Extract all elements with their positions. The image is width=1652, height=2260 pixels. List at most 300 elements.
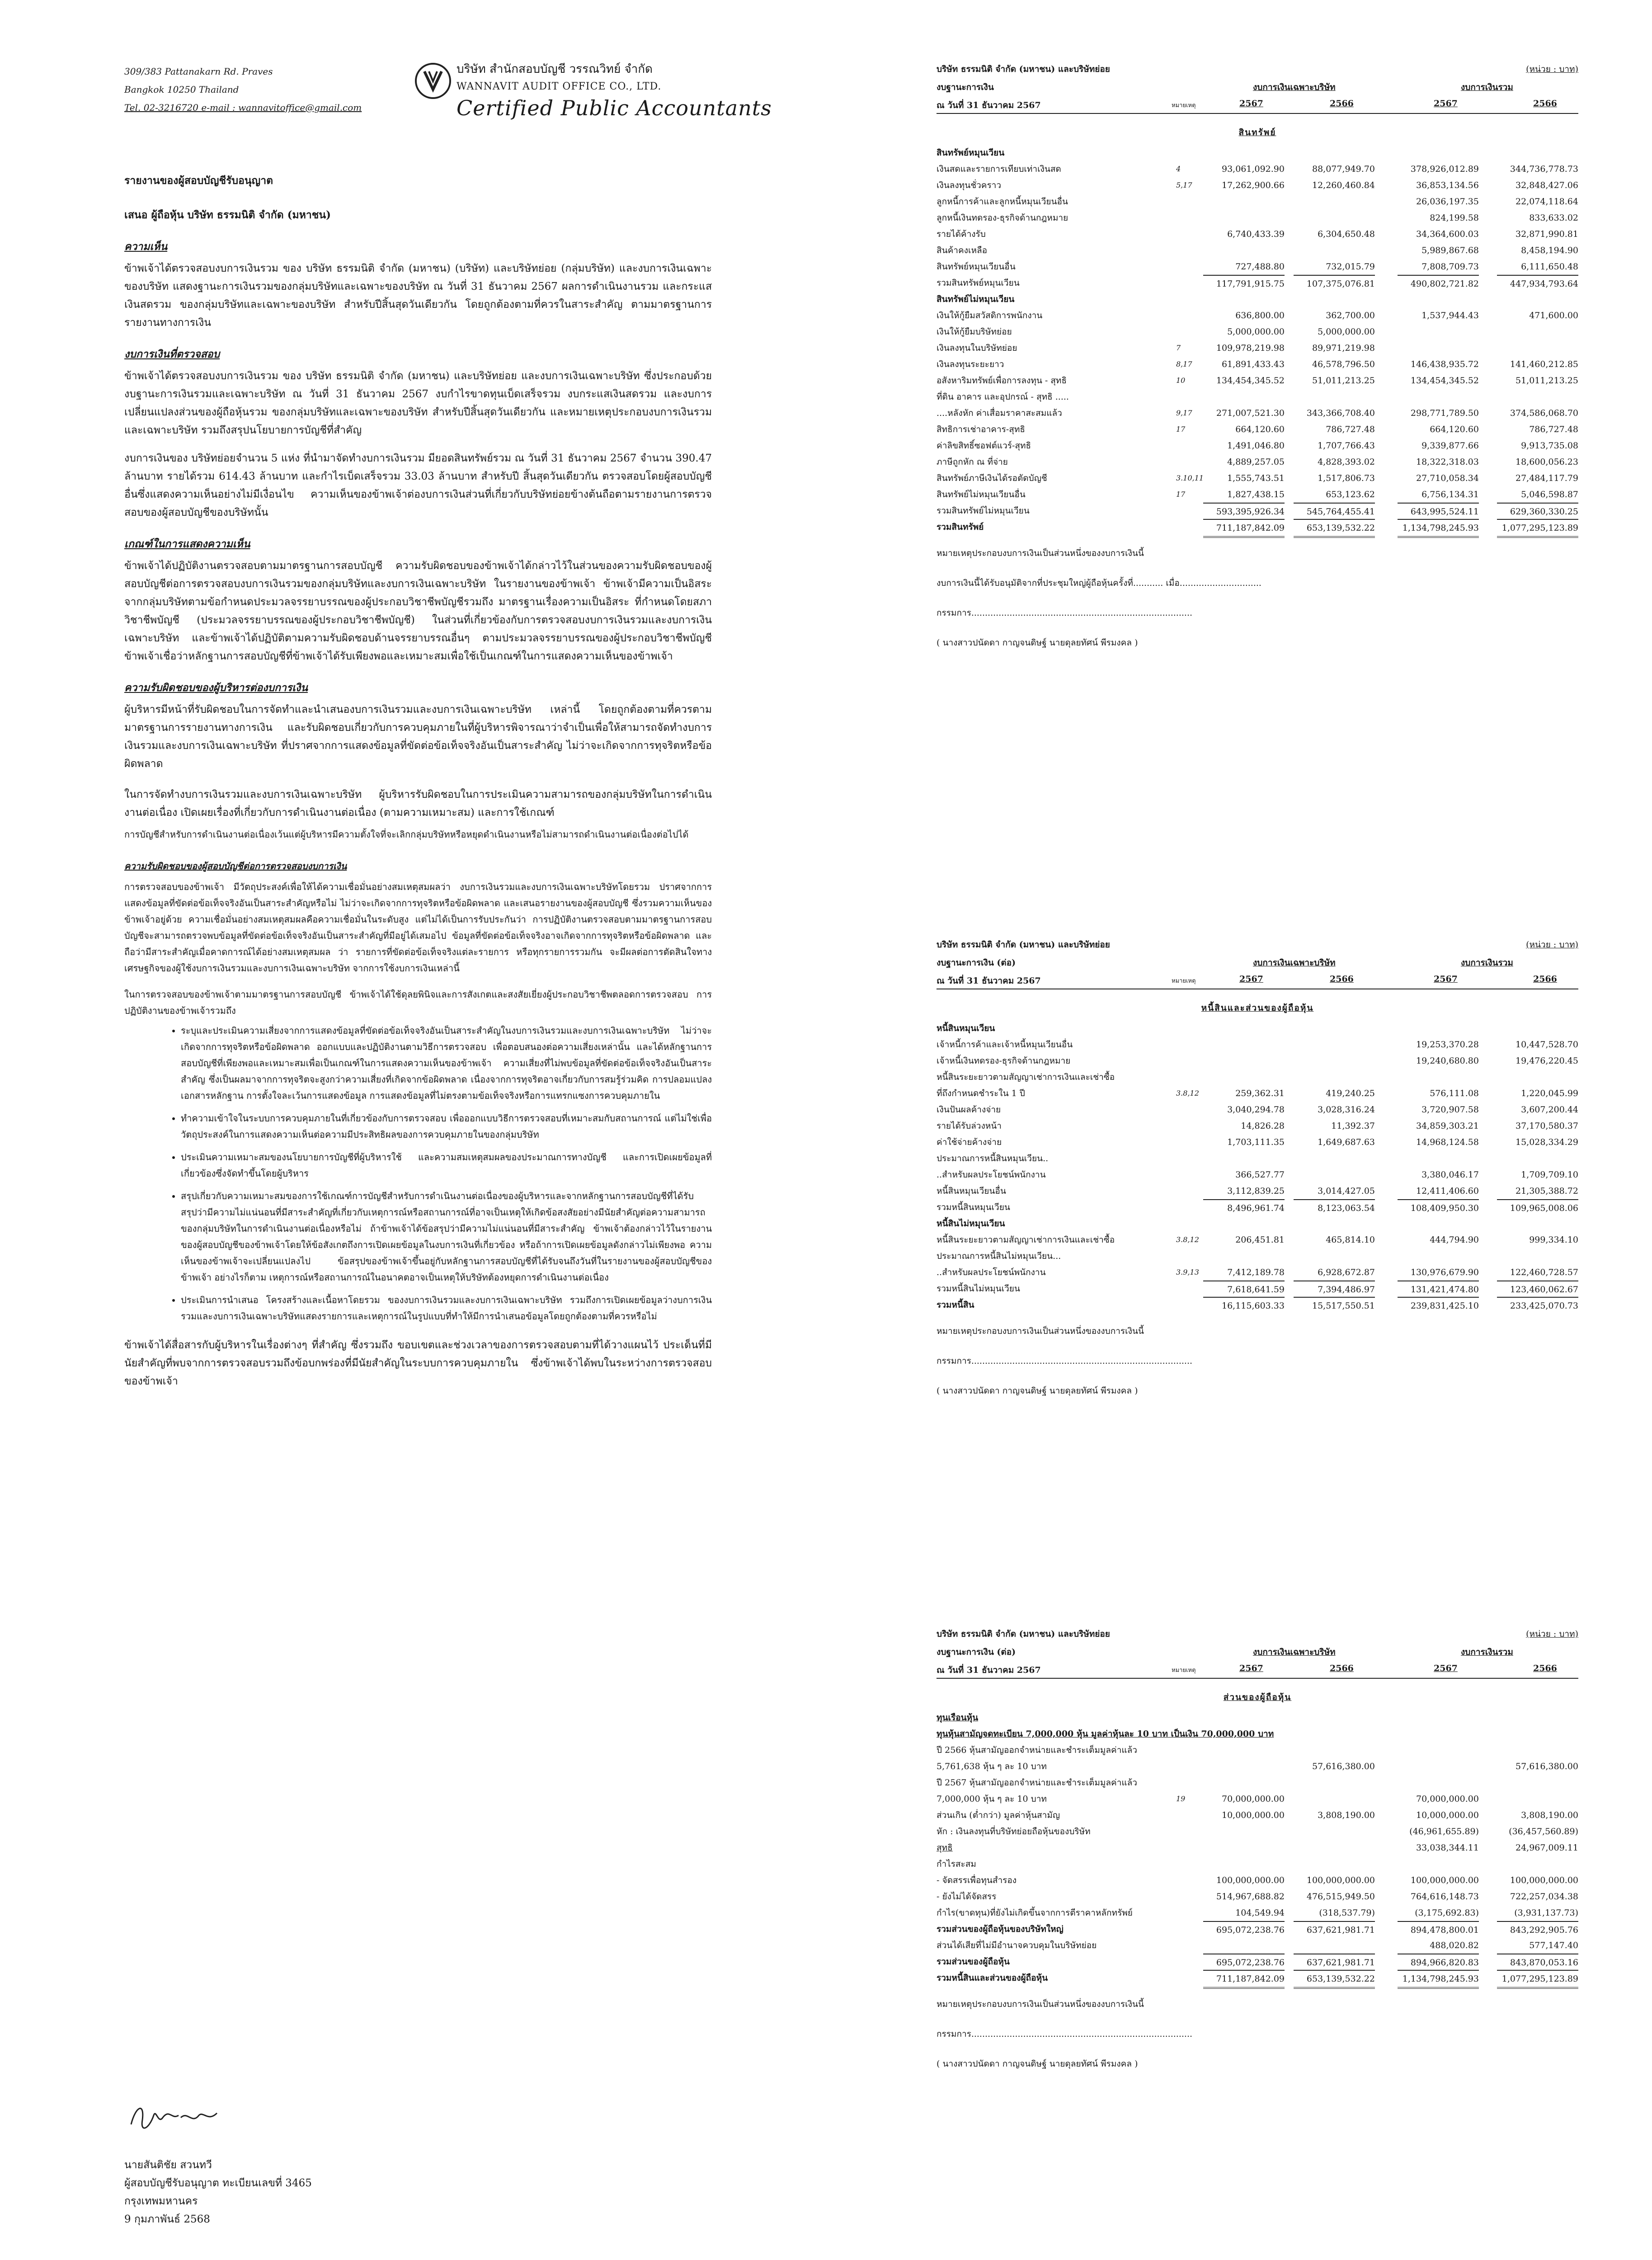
table-row [937,193,1578,210]
amount-cell: 653,139,532.22 [1294,1970,1375,1989]
table-row [937,1937,1578,1954]
amount-cell: 722,257,034.38 [1510,1892,1578,1902]
amount-cell: 21,305,388.72 [1515,1186,1578,1196]
table-row [937,340,1578,356]
row-label: ส่วนได้เสียที่ไม่มีอำนาจควบคุมในบริษัทย่อย [937,1940,1097,1950]
financial-statements-page [826,0,1652,2260]
year-label: 2566 [1533,99,1557,108]
footer-line: งบการเงินนี้ได้รับอนุมัติจากที่ประชุมใหญ่ผู้ถือหุ้นครั้งที่........... เมื่อ.............................. [937,578,1261,588]
table-row [937,259,1578,275]
company-name: บริษัท ธรรมนิติ จำกัด (มหาชน) และบริษัทย่อย [937,940,1110,950]
address-line: 309/383 Pattanakarn Rd. Praves [124,66,273,77]
amount-cell: 100,000,000.00 [1306,1875,1375,1885]
amount-cell: 109,965,008.06 [1497,1199,1578,1216]
amount-cell: 1,707,766.43 [1318,441,1375,451]
amount-cell: 10,000,000.00 [1221,1810,1285,1820]
amount-cell: 378,926,012.89 [1410,164,1479,174]
row-label: สุทธิ [937,1843,953,1853]
group-consolidated-label: งบการเงินรวม [1461,82,1513,92]
amount-cell: 5,000,000.00 [1318,327,1375,337]
statement-footer [937,544,1578,652]
auditor-signature [127,2093,226,2142]
amount-cell: 93,061,092.90 [1221,164,1285,174]
amount-cell: 1,077,295,123.89 [1497,1970,1578,1989]
firm-logo-icon [414,61,452,100]
amount-cell: 8,458,194.90 [1521,245,1578,255]
table-row [937,161,1578,177]
amount-cell: 1,555,743.51 [1227,473,1285,483]
paragraph: ข้าพเจ้าได้ตรวจสอบงบการเงินรวม ของ บริษัท ธรรมนิติ จำกัด (มหาชน) (บริษัท) และบริษัทย่อย (กลุ่มบริษัท) และงบการเงินเฉพาะของบริษัท แสดงฐานะการเงินรวมของกลุ่มบริษัทและเฉพาะของบริษัท ณ วันที่ 31 ธันวาคม 2567 ผลการดำเนินงานรวม และกระแสเงินสดรวม ของกลุ่มบริษัทและเฉพาะของบริษัท สำหรับปีสิ้นสุดวันเดียวกัน โดยถูกต้องตามที่ควรในสาระสำคัญ ตามมาตรฐานการรายงานทางการเงิน [124,263,712,329]
auditor-name: นายสันติชัย สวนทวี [124,2159,212,2171]
row-label: สินทรัพย์ไม่หมุนเวียนอื่น [937,490,1026,499]
office-address [124,62,362,117]
amount-cell: 16,115,603.33 [1203,1297,1285,1314]
row-label: สินทรัพย์หมุนเวียนอื่น [937,262,1016,272]
table-row [937,1297,1578,1313]
amount-cell: 15,028,334.29 [1515,1137,1578,1147]
table-row [937,486,1578,503]
amount-cell: 343,366,708.40 [1306,408,1375,418]
amount-cell: 577,147.40 [1529,1940,1578,1950]
note-ref: 9,17 [1176,409,1192,417]
amount-cell: 32,848,427.06 [1515,180,1578,190]
year-label: 2566 [1533,974,1557,984]
amount-cell: 8,496,961.74 [1203,1199,1285,1216]
amount-cell: 3,014,427.05 [1318,1186,1375,1196]
statement-header [937,938,1578,997]
amount-cell: 15,517,550.51 [1294,1297,1375,1314]
row-label: ค่าลิขสิทธิ์ซอฟต์แวร์-สุทธิ [937,441,1031,451]
amount-cell: 57,616,380.00 [1312,1761,1375,1771]
row-label: - ยังไม่ได้จัดสรร [937,1892,997,1902]
amount-cell: 109,978,219.98 [1216,343,1285,353]
row-label: รวมหนี้สินและส่วนของผู้ถือหุ้น [937,1973,1048,1983]
amount-cell: 637,621,981.71 [1294,1954,1375,1971]
row-label: เจ้าหนี้เงินทดรอง-ธุรกิจด้านกฎหมาย [937,1056,1071,1066]
auditor-city: กรุงเทพมหานคร [124,2195,198,2207]
row-label: เจ้าหนี้การค้าและเจ้าหนี้หมุนเวียนอื่น [937,1040,1073,1050]
amount-cell: 6,111,650.48 [1521,262,1578,272]
row-label: สินทรัพย์ภาษีเงินได้รอตัดบัญชี [937,473,1047,483]
amount-cell: 1,537,944.43 [1421,311,1479,320]
amount-cell: 3,607,200.44 [1521,1105,1578,1115]
amount-cell: 5,989,867.68 [1421,245,1479,255]
amount-cell: 100,000,000.00 [1410,1875,1479,1885]
responsibility-list [124,1022,712,1324]
header-rule [937,1678,1578,1679]
table-row [937,1248,1578,1264]
amount-cell: 4,889,257.05 [1227,457,1285,467]
paragraph: ข้าพเจ้าได้ตรวจสอบงบการเงินรวม ของ บริษัท ธรรมนิติ จำกัด (มหาชน) และบริษัทย่อย และงบการเงินเฉพาะบริษัท ซึ่งประกอบด้วย งบฐานะการเงินรวมและเฉพาะบริษัท ณ วันที่ 31 ธันวาคม 2567 งบกำไรขาดทุนเบ็ดเสร็จรวม งบกระแสเงินสดรวม และงบการเปลี่ยนแปลงส่วนของผู้ถือหุ้นรวม ของกลุ่มบริษัทและเฉพาะของบริษัท สำหรับปีสิ้นสุดวันเดียวกัน และหมายเหตุประกอบงบการเงินรวมและเฉพาะบริษัท รวมถึงสรุปนโยบายการบัญชีที่สำคัญ [124,370,712,436]
footer-line: ( นางสาวปนัดดา กาญจนดิษฐ์ นายดุลยทัศน์ พีรมงคล ) [937,1386,1138,1396]
amount-cell: 643,995,524.11 [1398,503,1479,520]
row-label: รวมหนี้สินไม่หมุนเวียน [937,1284,1020,1294]
note-ref: 5,17 [1176,181,1192,189]
amount-cell: 27,710,058.34 [1416,473,1479,483]
section-title: หนี้สินและส่วนของผู้ถือหุ้น [1201,1003,1314,1013]
amount-cell: 134,454,345.52 [1410,376,1479,386]
row-label: อสังหาริมทรัพย์เพื่อการลงทุน - สุทธิ [937,376,1067,386]
firm-header [457,60,772,120]
amount-cell: 514,967,688.82 [1216,1892,1285,1902]
amount-cell: 1,134,798,245.93 [1398,519,1479,538]
row-label: รายได้ค้างรับ [937,229,986,239]
amount-cell: 727,488.80 [1235,262,1285,272]
statement-equity [937,1627,1578,2073]
amount-cell: 239,831,425.10 [1398,1297,1479,1314]
amount-cell: 100,000,000.00 [1510,1875,1578,1885]
group-separate-label: งบการเงินเฉพาะบริษัท [1253,82,1336,92]
table-row [937,1872,1578,1888]
row-label: 5,761,638 หุ้น ๆ ละ 10 บาท [937,1761,1047,1771]
row-label: รวมส่วนของผู้ถือหุ้นของบริษัทใหญ่ [937,1924,1064,1934]
note-ref: 10 [1176,376,1186,385]
amount-cell: 833,633.02 [1529,213,1578,223]
note-ref: 3.9,13 [1176,1268,1199,1276]
amount-cell: 14,968,124.58 [1416,1137,1479,1147]
amount-cell: 12,411,406.60 [1416,1186,1479,1196]
amount-cell: (3,175,692.83) [1415,1908,1479,1918]
paragraph: ข้าพเจ้าได้ปฏิบัติงานตรวจสอบตามมาตรฐานการสอบบัญชี ความรับผิดชอบของข้าพเจ้าได้กล่าวไว้ในส่วนของความรับผิดชอบของผู้สอบบัญชีต่อการตรวจสอบงบการเงินรวมของกลุ่มบริษัทและงบการเงินเฉพาะบริษัท ในรายงานของข้าพเจ้า ข้าพเจ้ามีความเป็นอิสระจากกลุ่มบริษัทตามข้อกำหนดประมวลจรรยาบรรณของผู้ประกอบวิชาชีพบัญชีรวมถึง มาตรฐานเรื่องความเป็นอิสระ ที่กำหนดโดยสภาวิชาชีพบัญชี (ประมวลจรรยาบรรณของผู้ประกอบวิชาชีพบัญชี) ในส่วนที่เกี่ยวข้องกับการตรวจสอบงบการเงินรวมและงบการเงินเฉพาะบริษัท และข้าพเจ้าได้ปฏิบัติตามความรับผิดชอบด้านจรรยาบรรณอื่นๆ ตามประมวลจรรยาบรรณของผู้ประกอบวิชาชีพบัญชี ข้าพเจ้าเชื่อว่าหลักฐานการสอบบัญชีที่ข้าพเจ้าได้รับเพียงพอและเหมาะสมเพื่อใช้เป็นเกณฑ์ในการแสดงความเห็นของข้าพเจ้า [124,560,712,662]
paragraph: ผู้บริหารมีหน้าที่รับผิดชอบในการจัดทำและนำเสนองบการเงินรวมและงบการเงินเฉพาะบริษัท เหล่านี้ โดยถูกต้องตามที่ควรตามมาตรฐานการรายงานทางการเงิน และรับผิดชอบเกี่ยวกับการควบคุมภายในที่ผู้บริหารพิจารณาว่าจำเป็นเพื่อให้สามารถจัดทำงบการเงินรวมและงบการเงินเฉพาะบริษัท ที่ปราศจากการแสดงข้อมูลที่ขัดต่อข้อเท็จจริงอันเป็นสาระสำคัญ ไม่ว่าจะเกิดจากการทุจริตหรือข้อผิดพลาด [124,704,712,770]
table-row [937,405,1578,421]
amount-cell: 3,720,907.58 [1421,1105,1479,1115]
amount-cell: 695,072,238.76 [1203,1954,1285,1971]
note-ref: 8,17 [1176,360,1192,368]
amount-cell: 107,375,076.81 [1294,275,1375,292]
row-label: เงินสดและรายการเทียบเท่าเงินสด [937,164,1061,174]
table-row [937,1150,1578,1167]
statement-date: ณ วันที่ 31 ธันวาคม 2567 [937,100,1041,110]
row-label: ....หลังหัก ค่าเสื่อมราคาสะสมแล้ว [937,408,1062,418]
amount-cell: 259,362.31 [1235,1088,1285,1098]
amount-cell: (36,457,560.89) [1509,1827,1578,1836]
table-row [937,1709,1578,1726]
amount-cell: 344,736,778.73 [1510,164,1578,174]
table-row [937,1085,1578,1102]
footer-line: หมายเหตุประกอบงบการเงินเป็นส่วนหนึ่งของงบการเงินนี้ [937,1999,1144,2009]
table-row [937,324,1578,340]
amount-cell: 545,764,455.41 [1294,503,1375,520]
amount-cell: 7,412,189.78 [1227,1267,1285,1277]
table-row [937,1791,1578,1807]
amount-cell: 362,700.00 [1326,311,1375,320]
amount-cell: 37,170,580.37 [1515,1121,1578,1131]
amount-cell: 32,871,990.81 [1515,229,1578,239]
row-label: รวมสินทรัพย์หมุนเวียน [937,278,1020,288]
amount-cell: 130,976,679.90 [1410,1267,1479,1277]
footer-line: หมายเหตุประกอบงบการเงินเป็นส่วนหนึ่งของงบการเงินนี้ [937,548,1144,558]
row-label: สินทรัพย์ไม่หมุนเวียน [937,294,1015,304]
amount-cell: 88,077,949.70 [1312,164,1375,174]
amount-cell: 1,134,798,245.93 [1398,1970,1479,1989]
amount-cell: 3,040,294.78 [1227,1105,1285,1115]
row-label: เงินลงทุนในบริษัทย่อย [937,343,1017,353]
amount-cell: 104,549.94 [1235,1908,1285,1918]
amount-cell: 1,703,111.35 [1227,1137,1285,1147]
firm-name-thai: บริษัท สำนักสอบบัญชี วรรณวิทย์ จำกัด [457,62,653,76]
note-ref: 7 [1176,344,1181,352]
amount-cell: 22,074,118.64 [1515,197,1578,207]
amount-cell: 7,618,641.59 [1203,1281,1285,1298]
amount-cell: 374,586,068.70 [1510,408,1578,418]
list-item: • ประเมินการนำเสนอ โครงสร้างและเนื้อหาโดยรวม ของงบการเงินรวมและงบการเงินเฉพาะบริษัท รวมถึงการเปิดเผยข้อมูลว่างบการเงินรวมและงบการเงินเฉพาะบริษัทแสดงรายการและเหตุการณ์ในรูปแบบที่ทำให้มีการนำเสนอข้อมูลโดยถูกต้องตามที่ควรหรือไม่ [181,1292,712,1324]
amount-cell: 488,020.82 [1430,1940,1479,1950]
footer-line: หมายเหตุประกอบงบการเงินเป็นส่วนหนึ่งของงบการเงินนี้ [937,1326,1144,1336]
section-title: สินทรัพย์ [1238,127,1276,137]
table-row [937,226,1578,242]
note-column-label: หมายเหตุ [1172,978,1196,984]
paragraph: ในการจัดทำงบการเงินรวมและงบการเงินเฉพาะบริษัท ผู้บริหารรับผิดชอบในการประเมินความสามารถของกลุ่มบริษัทในการดำเนินงานต่อเนื่อง เปิดเผยเรื่องที่เกี่ยวกับการดำเนินงานต่อเนื่อง (ตามความเหมาะสม) และการใช้เกณฑ์ [124,789,712,819]
amount-cell: 46,578,796.50 [1312,359,1375,369]
amount-cell: (46,961,655.89) [1409,1827,1479,1836]
statement-date: ณ วันที่ 31 ธันวาคม 2567 [937,1665,1041,1675]
row-label: รวมหนี้สิน [937,1300,974,1310]
contact-line: Tel. 02-3216720 e-mail : wannavitoffice@gmail.com [124,102,362,113]
amount-cell: 664,120.60 [1430,424,1479,434]
row-label: ที่ถึงกำหนดชำระใน 1 ปี [937,1088,1025,1098]
table-row [937,1069,1578,1085]
note-ref: 4 [1176,165,1181,173]
section-heading: ความรับผิดชอบของผู้สอบบัญชีต่อการตรวจสอบงบการเงิน [124,861,347,871]
amount-cell: 206,451.81 [1235,1235,1285,1245]
amount-cell: 894,478,800.01 [1398,1921,1479,1938]
note-column-label: หมายเหตุ [1172,1667,1196,1674]
amount-cell: 695,072,238.76 [1203,1921,1285,1938]
row-label: รวมสินทรัพย์ไม่หมุนเวียน [937,506,1030,516]
row-label: ..สำหรับผลประโยชน์พนักงาน [937,1267,1046,1277]
amount-cell: 12,260,460.84 [1312,180,1375,190]
amount-cell: 36,853,134.56 [1416,180,1479,190]
amount-cell: 9,339,877.66 [1421,441,1479,451]
amount-cell: 1,077,295,123.89 [1497,519,1578,538]
amount-cell: 637,621,981.71 [1294,1921,1375,1938]
amount-cell: 27,484,117.79 [1515,473,1578,483]
row-label: ค่าใช้จ่ายค้างจ่าย [937,1137,1002,1147]
row-label: - จัดสรรเพื่อทุนสำรอง [937,1875,1017,1885]
header-rule [937,113,1578,114]
amount-cell: 6,756,134.31 [1421,490,1479,499]
amount-cell: 3,028,316.24 [1318,1105,1375,1115]
table-row [937,275,1578,291]
row-label: รวมหนี้สินหมุนเวียน [937,1202,1010,1212]
table-row [937,242,1578,259]
section-heading: เกณฑ์ในการแสดงความเห็น [124,538,250,550]
amount-cell: 57,616,380.00 [1515,1761,1578,1771]
closing-paragraph: ข้าพเจ้าได้สื่อสารกับผู้บริหารในเรื่องต่างๆ ที่สำคัญ ซึ่งรวมถึง ขอบเขตและช่วงเวลาของการตรวจสอบตามที่ได้วางแผนไว้ ประเด็นที่มีนัยสำคัญที่พบจากการตรวจสอบรวมถึงข้อบกพร่องที่มีนัยสำคัญในระบบการควบคุมภายใน ซึ่งข้าพเจ้าได้พบในระหว่างการตรวจสอบของข้าพเจ้า [124,1339,712,1387]
note-ref: 3.8,12 [1176,1089,1199,1097]
group-consolidated-label: งบการเงินรวม [1461,958,1513,968]
amount-cell: 5,000,000.00 [1227,327,1285,337]
table-row [937,1726,1578,1742]
amount-cell: (318,537.79) [1319,1908,1375,1918]
table-row [937,1905,1578,1921]
row-label: ..สำหรับผลประโยชน์พนักงาน [937,1170,1046,1180]
row-label: ส่วนเกิน (ต่ำกว่า) มูลค่าหุ้นสามัญ [937,1810,1060,1820]
amount-cell: 786,727.48 [1326,424,1375,434]
row-label: ปี 2567 หุ้นสามัญออกจำหน่ายและชำระเต็มมูลค่าแล้ว [937,1778,1137,1788]
amount-cell: 6,740,433.39 [1227,229,1285,239]
statement-footer [937,1995,1578,2073]
footer-line: กรรมการ................................................................................. [937,2029,1193,2039]
unit-label: (หน่วย : บาท) [1526,940,1578,950]
amount-cell: 824,199.58 [1430,213,1479,223]
statement-name: งบฐานะการเงิน (ต่อ) [937,958,1016,968]
table-row [937,1775,1578,1791]
statement-date: ณ วันที่ 31 ธันวาคม 2567 [937,976,1041,986]
note-ref: 17 [1176,490,1186,499]
row-label: ปี 2566 หุ้นสามัญออกจำหน่ายและชำระเต็มมูลค่าแล้ว [937,1745,1137,1755]
row-label: กำไรสะสม [937,1859,976,1869]
amount-cell: 61,891,433.43 [1221,359,1285,369]
amount-cell: 233,425,070.73 [1497,1297,1578,1314]
row-label: ประมาณการหนี้สินหมุนเวียน.. [937,1154,1049,1163]
table-row [937,145,1578,161]
year-label: 2567 [1239,974,1263,984]
group-separate-label: งบการเงินเฉพาะบริษัท [1253,1647,1336,1657]
statement-footer [937,1322,1578,1400]
table-row [937,1232,1578,1248]
row-label: กำไร(ขาดทุน)ที่ยังไม่เกิดขึ้นจากการตีราคาหลักทรัพย์ [937,1908,1133,1918]
table-row [937,210,1578,226]
table-row [937,307,1578,324]
row-label: ทุนเรือนหุ้น [937,1713,979,1723]
footer-line: ( นางสาวปนัดดา กาญจนดิษฐ์ นายดุลยทัศน์ พีรมงคล ) [937,2059,1138,2069]
statement-liabilities [937,938,1578,1400]
paragraph: ในการตรวจสอบของข้าพเจ้าตามมาตรฐานการสอบบัญชี ข้าพเจ้าได้ใช้ดุลยพินิจและการสังเกตและสงสัยเยี่ยงผู้ประกอบวิชาชีพตลอดการตรวจสอบ การปฏิบัติงานของข้าพเจ้ารวมถึง [124,989,712,1016]
year-label: 2567 [1434,974,1458,984]
row-label: รวมส่วนของผู้ถือหุ้น [937,1957,1010,1967]
amount-cell: 24,967,009.11 [1515,1843,1578,1853]
amount-cell: 17,262,900.66 [1221,180,1285,190]
amount-cell: 298,771,789.50 [1410,408,1479,418]
year-label: 2567 [1239,99,1263,108]
row-label: หัก : เงินลงทุนที่บริษัทย่อยถือหุ้นของบริษัท [937,1827,1091,1836]
list-item: • สรุปเกี่ยวกับความเหมาะสมของการใช้เกณฑ์การบัญชีสำหรับการดำเนินงานต่อเนื่องของผู้บริหารและจากหลักฐานการสอบบัญชีที่ได้รับ สรุปว่ามีความไม่แน่นอนที่มีสาระสำคัญที่เกี่ยวกับเหตุการณ์หรือสถานการณ์ที่อาจเป็นเหตุให้เกิดข้อสงสัยอย่างมีนัยสำคัญต่อความสามารถของกลุ่มบริษัทในการดำเนินงานต่อเนื่องหรือไม่ ถ้าข้าพเจ้าได้ข้อสรุปว่ามีความไม่แน่นอนที่มีสาระสำคัญ ข้าพเจ้าต้องกล่าวไว้ในรายงานของผู้สอบบัญชีของข้าพเจ้าโดยให้ข้อสังเกตถึงการเปิดเผยข้อมูลในงบการเงินที่เกี่ยวข้อง หรือถ้าการเปิดเผยข้อมูลดังกล่าวไม่เพียงพอ ความเห็นของข้าพเจ้าจะเปลี่ยนแปลงไป ข้อสรุปของข้าพเจ้าขึ้นอยู่กับหลักฐานการสอบบัญชีที่ได้รับจนถึงวันที่ในรายงานของผู้สอบบัญชีของข้าพเจ้า อย่างไรก็ตาม เหตุการณ์หรือสถานการณ์ในอนาคตอาจเป็นเหตุให้บริษัทต้องหยุดการดำเนินงานต่อเนื่อง [181,1188,712,1285]
amount-cell: 653,123.62 [1326,490,1375,499]
table-row [937,177,1578,193]
report-body [124,172,712,1390]
amount-cell: 3,808,190.00 [1521,1810,1578,1820]
amount-cell: 711,187,842.09 [1203,1970,1285,1989]
amount-cell: 19,253,370.28 [1416,1040,1479,1050]
amount-cell: 34,859,303.21 [1416,1121,1479,1131]
amount-cell: 490,802,721.82 [1398,275,1479,292]
statement-name: งบฐานะการเงิน [937,82,994,92]
amount-cell: 5,046,598.87 [1521,490,1578,499]
amount-cell: 1,827,438.15 [1227,490,1285,499]
table-row [937,1954,1578,1970]
note-ref: 17 [1176,425,1186,433]
list-item: • ทำความเข้าใจในระบบการควบคุมภายในที่เกี่ยวข้องกับการตรวจสอบ เพื่อออกแบบวิธีการตรวจสอบที่เหมาะสมกับสถานการณ์ แต่ไม่ใช่เพื่อวัตถุประสงค์ในการแสดงความเห็นต่อความมีประสิทธิผลของการควบคุมภายในของกลุ่มบริษัท [181,1110,712,1143]
table-row [937,1840,1578,1856]
amount-cell: 447,934,793.64 [1497,275,1578,292]
year-label: 2567 [1434,99,1458,108]
row-label: เงินให้กู้ยืมสวัสดิการพนักงาน [937,311,1043,320]
report-title: รายงานของผู้สอบบัญชีรับอนุญาต [124,174,273,187]
amount-cell: 3,112,839.25 [1227,1186,1285,1196]
amount-cell: 653,139,532.22 [1294,519,1375,538]
amount-cell: 10,447,528.70 [1515,1040,1578,1050]
amount-cell: 9,913,735.08 [1521,441,1578,451]
group-separate-label: งบการเงินเฉพาะบริษัท [1253,958,1336,968]
list-item: • ประเมินความเหมาะสมของนโยบายการบัญชีที่ผู้บริหารใช้ และความสมเหตุสมผลของประมาณการทางบัญชี และการเปิดเผยข้อมูลที่เกี่ยวข้องซึ่งจัดทำขึ้นโดยผู้บริหาร [181,1149,712,1182]
amount-cell: 19,240,680.80 [1416,1056,1479,1066]
amount-cell: 108,409,950.30 [1398,1199,1479,1216]
table-row [937,1036,1578,1053]
auditor-license: ผู้สอบบัญชีรับอนุญาต ทะเบียนเลขที่ 3465 [124,2177,312,2189]
amount-cell: 894,966,820.83 [1398,1954,1479,1971]
row-label: หนี้สินระยะยาวตามสัญญาเช่าการเงินและเช่าซื้อ [937,1235,1115,1245]
report-date: 9 กุมภาพันธ์ 2568 [124,2213,210,2225]
amount-cell: 732,015.79 [1326,262,1375,272]
table-row [937,421,1578,438]
company-name: บริษัท ธรรมนิติ จำกัด (มหาชน) และบริษัทย่อย [937,64,1110,74]
table-row [937,1807,1578,1823]
amount-cell: 141,460,212.85 [1510,359,1578,369]
table-row [937,1970,1578,1986]
amount-cell: 134,454,345.52 [1216,376,1285,386]
statement-header [937,62,1578,121]
row-label: เงินให้กู้ยืมบริษัทย่อย [937,327,1012,337]
amount-cell: 122,460,728.57 [1510,1267,1578,1277]
table-row [937,1020,1578,1036]
note-ref: 19 [1176,1794,1186,1803]
amount-cell: 100,000,000.00 [1216,1875,1285,1885]
row-label: ลูกหนี้การค้าและลูกหนี้หมุนเวียนอื่น [937,197,1068,207]
amount-cell: 419,240.25 [1326,1088,1375,1098]
amount-cell: 843,870,053.16 [1497,1954,1578,1971]
table-row [937,1199,1578,1215]
table-row [937,1183,1578,1199]
row-label: หนี้สินไม่หมุนเวียน [937,1219,1005,1229]
amount-cell: 366,527.77 [1235,1170,1285,1180]
amount-cell: 444,794.90 [1430,1235,1479,1245]
address-line: Bangkok 10250 Thailand [124,84,239,95]
year-label: 2567 [1434,1663,1458,1673]
firm-tagline: Certified Public Accountants [457,96,772,120]
amount-cell: 471,600.00 [1529,311,1578,320]
table-row [937,389,1578,405]
row-label: สิทธิการเช่าอาคาร-สุทธิ [937,424,1025,434]
amount-cell: 3,808,190.00 [1318,1810,1375,1820]
row-label: 7,000,000 หุ้น ๆ ละ 10 บาท [937,1794,1047,1804]
amount-cell: 465,814.10 [1326,1235,1375,1245]
note-ref: 3.8,12 [1176,1235,1199,1244]
amount-cell: 19,476,220.45 [1515,1056,1578,1066]
amount-cell: 786,727.48 [1529,424,1578,434]
unit-label: (หน่วย : บาท) [1526,64,1578,74]
amount-cell: 664,120.60 [1235,424,1285,434]
amount-cell: 6,304,650.48 [1318,229,1375,239]
amount-cell: 70,000,000.00 [1416,1794,1479,1804]
amount-cell: 8,123,063.54 [1294,1199,1375,1216]
table-row [937,1134,1578,1150]
year-label: 2566 [1330,1663,1354,1673]
row-label: เงินปันผลค้างจ่าย [937,1105,1001,1115]
amount-cell: 33,038,344.11 [1416,1843,1479,1853]
row-label: สินค้าคงเหลือ [937,245,988,255]
amount-cell: 123,460,062.67 [1497,1281,1578,1298]
amount-cell: 146,438,935.72 [1410,359,1479,369]
table-row [937,1921,1578,1937]
footer-line: ( นางสาวปนัดดา กาญจนดิษฐ์ นายดุลยทัศน์ พีรมงคล ) [937,638,1138,648]
table-row [937,519,1578,535]
table-row [937,1888,1578,1905]
amount-cell: 26,036,197.35 [1416,197,1479,207]
table-row [937,1102,1578,1118]
section-heading: ความเห็น [124,240,168,253]
